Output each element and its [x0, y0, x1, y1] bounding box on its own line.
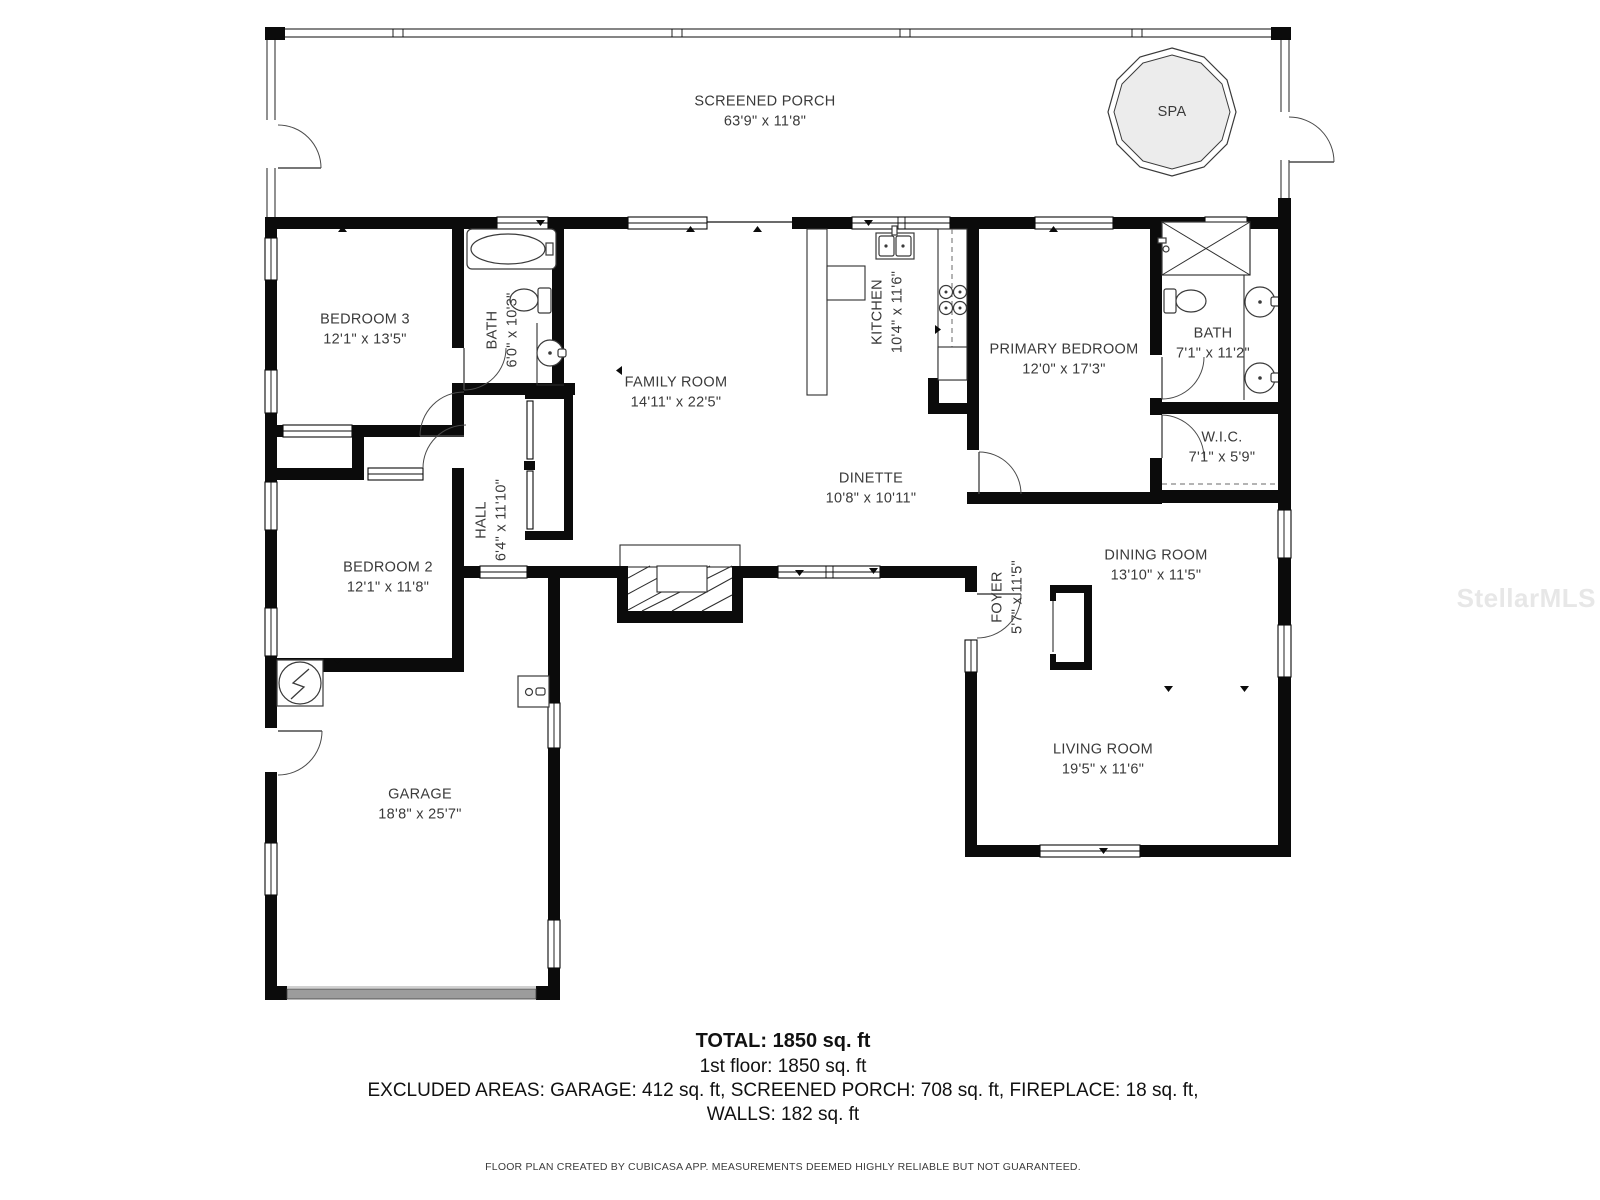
kitchen-counter-peninsula — [807, 229, 865, 395]
room-label-dinette: DINETTE 10'8" x 10'11" — [825, 470, 917, 507]
room-label-spa: SPA — [1157, 103, 1187, 120]
first-floor-area-text: 1st floor: 1850 sq. ft — [699, 1056, 867, 1077]
walls-area-text: WALLS: 182 sq. ft — [706, 1104, 860, 1125]
disclaimer-text: FLOOR PLAN CREATED BY CUBICASA APP. MEASUREMENTS DEEMED HIGHLY RELIABLE BUT NOT GUARANTEED. — [485, 1161, 1081, 1173]
garage-door — [287, 987, 536, 999]
room-label-primary-bath: BATH 7'1" x 11'2" — [1176, 325, 1250, 362]
room-label-screened-porch: SCREENED PORCH 63'9" x 11'8" — [694, 93, 836, 130]
shower-icon — [1158, 222, 1250, 275]
foyer-west-wall — [965, 578, 977, 845]
stellar-mls-watermark: StellarMLS — [1456, 583, 1596, 613]
living-room-south-wall — [965, 845, 1291, 857]
exterior-right-wall — [1278, 217, 1291, 857]
utility-sink-icon — [518, 676, 549, 707]
room-label-family-room: FAMILY ROOM 14'11" x 22'5" — [624, 374, 728, 411]
room-label-dining-room: DINING ROOM 13'10" x 11'5" — [1104, 547, 1208, 584]
porch-door-left — [278, 125, 321, 168]
water-heater-icon — [277, 660, 323, 706]
room-label-bedroom2: BEDROOM 2 12'1" x 11'8" — [343, 559, 433, 596]
toilet-icon-primary-bath — [1164, 289, 1206, 313]
garage-side-door — [278, 731, 322, 775]
room-label-primary-bedroom: PRIMARY BEDROOM 12'0" x 17'3" — [989, 341, 1139, 378]
kitchen-sink-icon — [876, 226, 914, 259]
exterior-left-wall — [265, 217, 277, 1000]
fireplace — [617, 545, 743, 623]
area-summary — [183, 1030, 1383, 1126]
room-label-foyer: FOYER 5'7" x 11'5" — [989, 560, 1026, 634]
room-label-hall: HALL 6'4" x 11'10" — [473, 478, 510, 562]
south-main-wall — [452, 566, 977, 578]
exterior-top-wall — [265, 217, 1291, 229]
room-label-garage: GARAGE 18'8" x 25'7" — [378, 786, 462, 823]
room-label-hall-bath: BATH 6'0" x 10'3" — [484, 292, 521, 368]
total-area-text: TOTAL: 1850 sq. ft — [695, 1030, 871, 1052]
bathtub-icon — [467, 229, 556, 269]
foyer-closet — [1050, 585, 1092, 670]
room-label-kitchen: KITCHEN 10'4" x 11'6" — [869, 270, 906, 354]
porch-door-right — [1289, 117, 1334, 162]
primary-bedroom-door — [979, 452, 1021, 494]
room-label-living-room: LIVING ROOM 19'5" x 11'6" — [1053, 741, 1153, 778]
hall-closet — [524, 390, 573, 540]
excluded-areas-text: EXCLUDED AREAS: GARAGE: 412 sq. ft, SCREENED PORCH: 708 sq. ft, FIREPLACE: 18 sq. ft, — [367, 1080, 1199, 1101]
room-label-bedroom3: BEDROOM 3 12'1" x 13'5" — [320, 311, 410, 348]
room-label-wic: W.I.C. 7'1" x 5'9" — [1188, 429, 1256, 466]
